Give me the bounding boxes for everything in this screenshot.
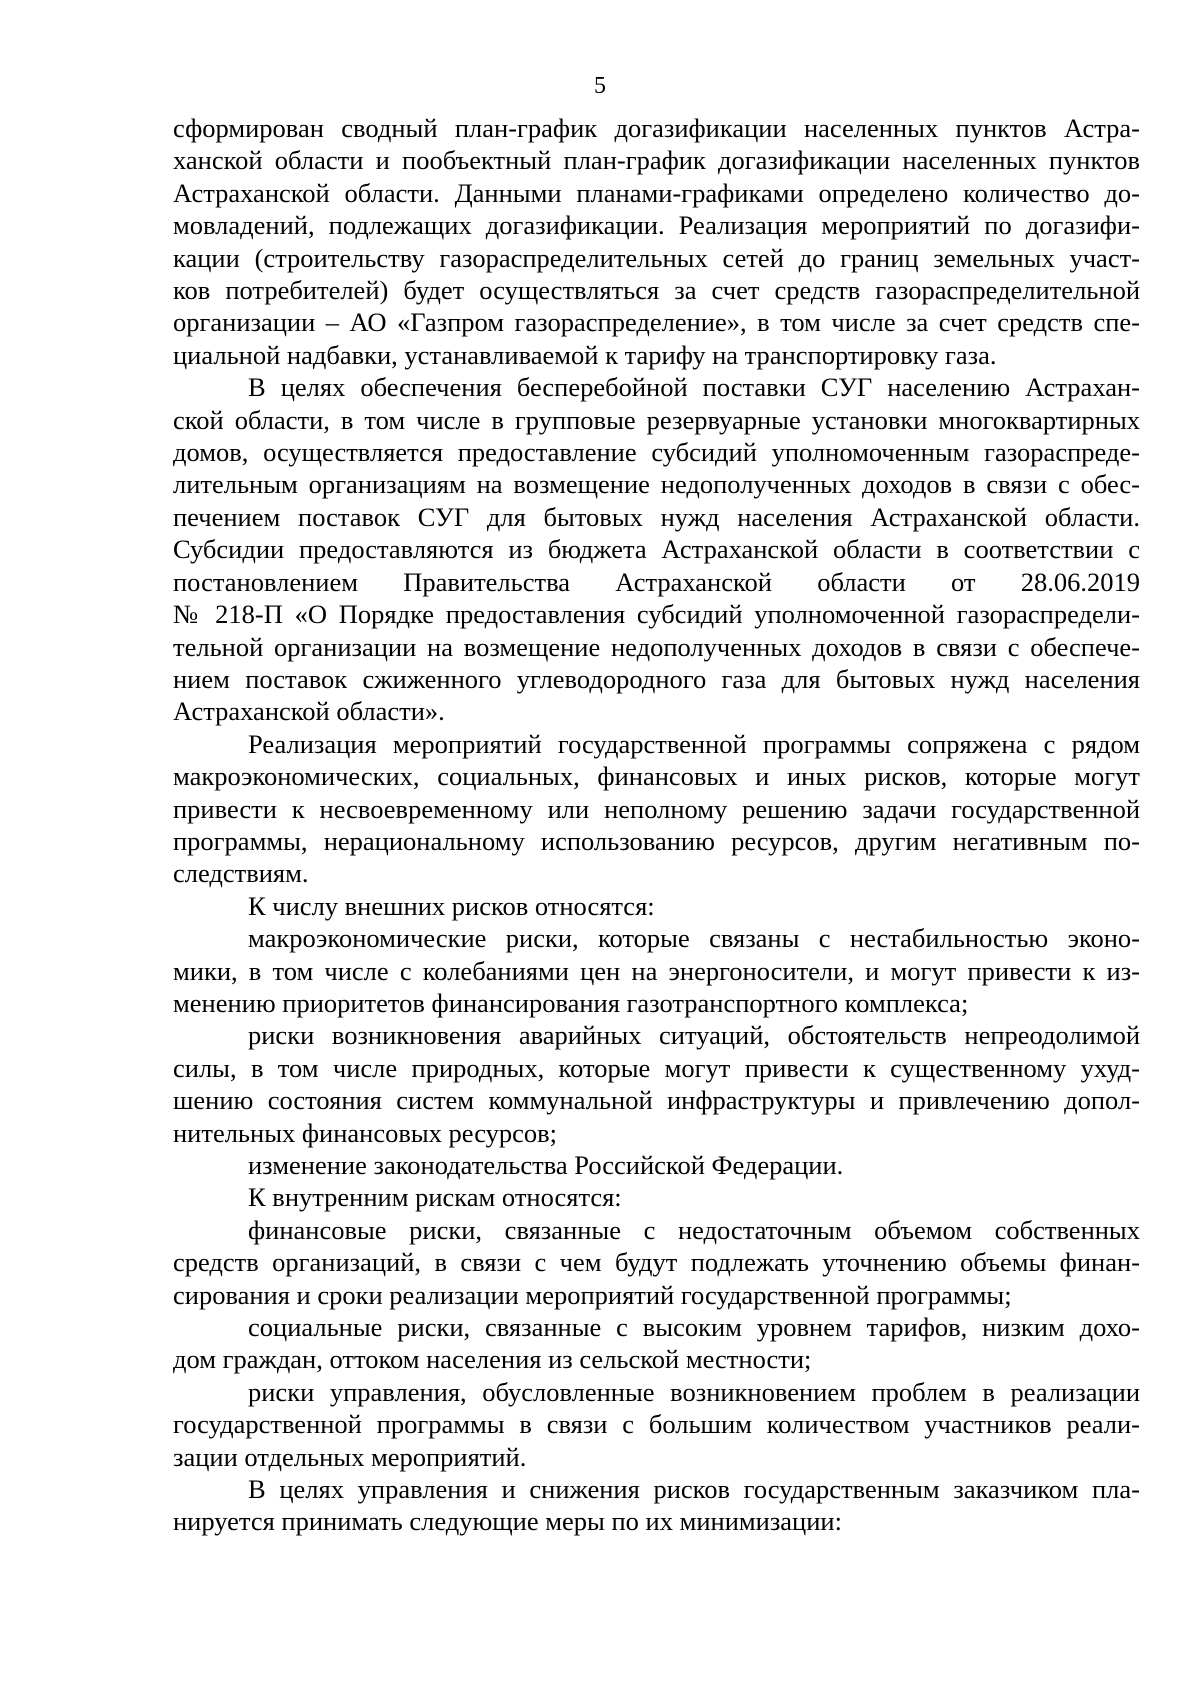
text-line: нительных финансовых ресурсов; bbox=[173, 1117, 558, 1148]
text-line: государственной программы в связи с большим количеством участников реали- bbox=[173, 1409, 1140, 1440]
text-line: ской области, в том числе в групповые резервуарные установки многоквартирных bbox=[173, 404, 1140, 435]
text-line: кации (строительству газораспределительных сетей до границ земельных участ- bbox=[173, 242, 1140, 273]
text-line: В целях управления и снижения рисков государственным заказчиком пла- bbox=[248, 1474, 1140, 1505]
text-line: В целях обеспечения бесперебойной поставки СУГ населению Астрахан- bbox=[248, 372, 1140, 403]
text-line: домов, осуществляется предоставление субсидий уполномоченным газораспреде- bbox=[173, 437, 1140, 468]
text-line: привести к несвоевременному или неполному решению задачи государственной bbox=[173, 793, 1140, 824]
text-line: макроэкономические риски, которые связаны с нестабильностью эконо- bbox=[248, 923, 1140, 954]
text-line: социальные риски, связанные с высоким уровнем тарифов, низким дохо- bbox=[248, 1312, 1140, 1343]
text-line: нием поставок сжиженного углеводородного газа для бытовых нужд населения bbox=[173, 663, 1140, 694]
text-line: изменение законодательства Российской Федерации. bbox=[248, 1150, 844, 1180]
text-line: финансовые риски, связанные с недостаточным объемом собственных bbox=[248, 1214, 1140, 1245]
document-body-text bbox=[173, 112, 1140, 1538]
text-line: шению состояния систем коммунальной инфраструктуры и привлечению допол- bbox=[173, 1085, 1140, 1116]
text-line: силы, в том числе природных, которые могут привести к существенному ухуд- bbox=[173, 1052, 1140, 1083]
text-line: Астраханской области». bbox=[173, 696, 445, 727]
text-line: средств организаций, в связи с чем будут подлежать уточнению объемы финан- bbox=[173, 1247, 1140, 1278]
text-line: ков потребителей) будет осуществляться за счет средств газораспределительной bbox=[173, 275, 1140, 306]
text-line: К числу внешних рисков относятся: bbox=[248, 890, 655, 921]
text-line: программы, нерациональному использованию ресурсов, другим негативным по- bbox=[173, 825, 1140, 856]
text-line: сформирован сводный план-график догазификации населенных пунктов Астра- bbox=[173, 113, 1140, 143]
text-line: лительным организациям на возмещение недополученных доходов в связи с обес- bbox=[173, 469, 1140, 500]
text-line: сирования и сроки реализации мероприятий государственной программы; bbox=[173, 1279, 1012, 1310]
text-line: риски управления, обусловленные возникновением проблем в реализации bbox=[248, 1376, 1140, 1407]
text-line: макроэкономических, социальных, финансовых и иных рисков, которые могут bbox=[173, 761, 1140, 792]
text-line: следствиям. bbox=[173, 858, 309, 889]
text-line: менению приоритетов финансирования газотранспортного комплекса; bbox=[173, 987, 969, 1018]
text-line: Астраханской области. Данными планами-графиками определено количество до- bbox=[173, 177, 1140, 208]
text-line: дом граждан, оттоком населения из сельской местности; bbox=[173, 1344, 812, 1375]
text-line: тельной организации на возмещение недополученных доходов в связи с обеспече- bbox=[173, 631, 1140, 662]
text-line: мики, в том числе с колебаниями цен на энергоносители, и могут привести к из- bbox=[173, 955, 1140, 986]
text-line: нируется принимать следующие меры по их минимизации: bbox=[173, 1506, 842, 1537]
text-line: мовладений, подлежащих догазификации. Реализация мероприятий по догазифи- bbox=[173, 210, 1140, 241]
page-number: 5 bbox=[594, 73, 606, 99]
text-line: ханской области и пообъектный план-график догазификации населенных пунктов bbox=[173, 145, 1140, 176]
text-line: № 218-П «О Порядке предоставления субсидий уполномоченной газораспредели- bbox=[173, 599, 1140, 630]
text-line: риски возникновения аварийных ситуаций, обстоятельств непреодолимой bbox=[248, 1020, 1140, 1051]
text-line: организации – АО «Газпром газораспределение», в том числе за счет средств спе- bbox=[173, 307, 1140, 338]
text-line: Субсидии предоставляются из бюджета Астраханской области в соответствии с bbox=[173, 534, 1140, 565]
text-line: постановлением Правительства Астраханской области от 28.06.2019 bbox=[173, 566, 1140, 597]
text-line: циальной надбавки, устанавливаемой к тарифу на транспортировку газа. bbox=[173, 339, 997, 370]
text-line: К внутренним рискам относятся: bbox=[248, 1182, 622, 1213]
text-line: печением поставок СУГ для бытовых нужд населения Астраханской области. bbox=[173, 501, 1140, 532]
text-line: зации отдельных мероприятий. bbox=[173, 1441, 527, 1472]
text-line: Реализация мероприятий государственной программы сопряжена с рядом bbox=[248, 728, 1140, 759]
